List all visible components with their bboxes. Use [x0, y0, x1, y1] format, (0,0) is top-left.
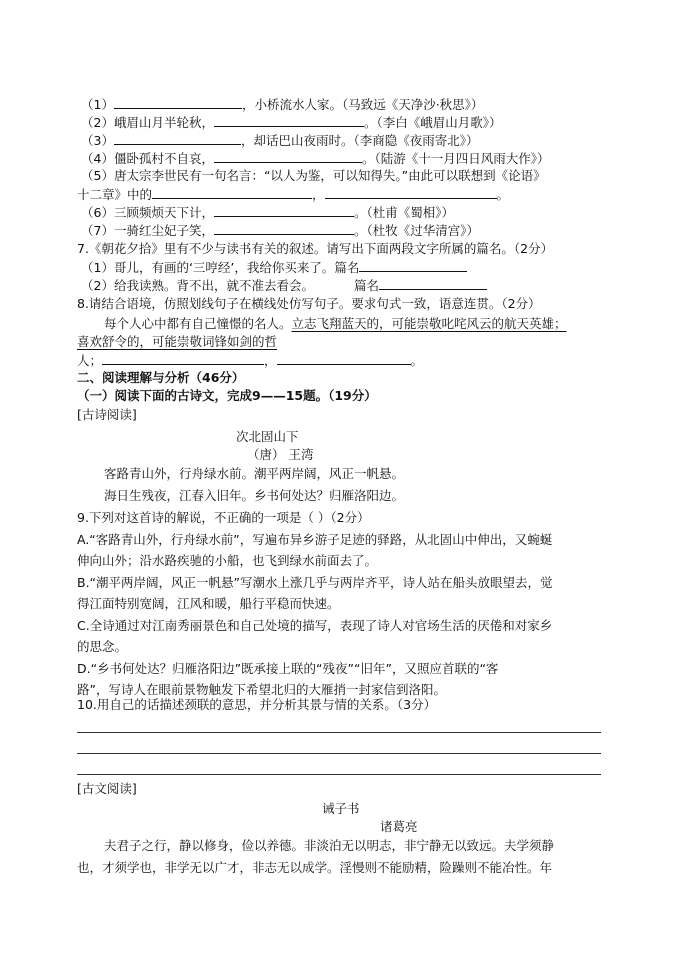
q9-option-b-1: B.“潮平两岸阔，风正一帆悬”写潮水上涨几乎与两岸齐平，诗人站在船头放眼望去，觉 [77, 575, 553, 590]
q8-stem: 8.请结合语境，仿照划线句子在横线处仿写句子。要求句式一致，语意连贯。（2分） [77, 296, 541, 311]
q6-line-2: （2）峨眉山月半轮秋， 。（李白《峨眉山月歌》） [81, 115, 502, 130]
answer-blank[interactable] [277, 351, 411, 365]
q9-option-c-1: C.全诗通过对江南秀丽景色和自己处境的描写，表现了诗人对官场生活的厌倦和对家乡 [77, 618, 553, 633]
poem-line-1: 客路青山外，行舟绿水前。潮平两岸阔，风正一帆悬。 [104, 466, 405, 481]
q9-option-c-2: 的思念。 [77, 639, 128, 654]
q6-line-6: （6）三顾频烦天下计， 。（杜甫《蜀相》） [81, 205, 454, 220]
q9-option-d-1: D.“乡书何处达？归雁洛阳边”既承接上联的“残夜”“旧年”，又照应首联的“客 [77, 661, 499, 676]
prose-line-1: 夫君子之行，静以修身，俭以养德。非淡泊无以明志，非宁静无以致远。夫学须静 [104, 838, 555, 853]
prose-title: 诫子书 [322, 801, 360, 816]
prose-tag: [古文阅读] [77, 781, 137, 796]
prose-line-2: 也，才须学也，非学无以广才，非志无以成学。淫慢则不能励精，险躁则不能冶性。年 [77, 860, 553, 875]
answer-line[interactable] [77, 753, 601, 754]
q9-option-b-2: 得江面特别宽阔，江风和暖，船行平稳而快速。 [77, 596, 340, 611]
q7-item-1: （1）哥儿，有画的‘三哼经’，我给你买来了。篇名 [81, 258, 688, 277]
q7-item-2: （2）给我读熟。背不出，就不准去看会。 篇名 [81, 276, 688, 295]
q6-line-1: （1） ，小桥流水人家。（马致远《天净沙·秋思》） [81, 97, 484, 112]
q8-passage-line-1: 每个人心中都有自己憧憬的名人。立志飞翔蓝天的，可能崇敬叱咤风云的航天英雄； [104, 316, 567, 331]
poem-author: （唐） 王湾 [247, 447, 314, 462]
q6-line-5b: 十二章》中的 ， 。 [77, 187, 510, 202]
answer-blank[interactable] [214, 113, 364, 127]
answer-blank[interactable] [114, 95, 242, 109]
q10-stem: 10.用自己的话描述颈联的意思，并分析其景与情的关系。（3分） [77, 697, 437, 712]
prose-author: 诸葛亮 [380, 819, 418, 834]
q6-line-3: （3） ，却话巴山夜雨时。（李商隐《夜雨寄北》） [81, 133, 479, 148]
answer-blank[interactable] [102, 351, 264, 365]
subsection-heading: （一）阅读下面的古诗文，完成9——15题。（19分） [77, 388, 377, 403]
answer-blank[interactable] [214, 221, 354, 235]
underlined-sentence-cont: 喜欢舒令的，可能崇敬词锋如剑的哲 [77, 334, 278, 349]
q6-line-4: （4）僵卧孤村不自哀， 。（陆游《十一月四日风雨大作》） [81, 151, 550, 166]
q9-option-d-2: 路”，写诗人在眼前景物触发下希望北归的大雁捎一封家信到洛阳。 [77, 682, 446, 697]
answer-blank[interactable] [214, 203, 354, 217]
poem-tag: [古诗阅读] [77, 407, 137, 422]
answer-line[interactable] [77, 774, 601, 775]
q6-line-5a: （5）唐太宗李世民有一句名言：“以人为鉴，可以知得失。”由此可以联想到《论语》 [81, 168, 546, 183]
poem-line-2: 海日生残夜，江春入旧年。乡书何处达？归雁洛阳边。 [104, 488, 405, 503]
q9-option-a-2: 伸向山外；沿水路疾驰的小船，也飞到绿水前面去了。 [77, 553, 378, 568]
q8-passage-line-2 [77, 333, 688, 351]
underlined-sentence: 立志飞翔蓝天的，可能崇敬叱咤风云的航天英雄； [291, 316, 567, 331]
answer-blank[interactable] [114, 131, 241, 145]
q6-line-7: （7）一骑红尘妃子笑， 。（杜牧《过华清宫》） [81, 223, 479, 238]
q8-passage-line-3: 人； ， 。 [77, 353, 424, 368]
poem-title: 次北固山下 [236, 429, 299, 444]
q9-stem: 9.下列对这首诗的解说，不正确的一项是（ ）（2分） [77, 510, 370, 525]
section-heading: 二、阅读理解与分析（46分） [77, 370, 245, 385]
answer-blank[interactable] [152, 185, 312, 199]
q7-stem: 7.《朝花夕拾》里有不少与读书有关的叙述。请写出下面两段文字所属的篇名。（2分） [77, 241, 554, 256]
answer-blank[interactable] [214, 149, 362, 163]
answer-blank[interactable] [359, 258, 467, 272]
q9-option-a-1: A.“客路青山外，行舟绿水前”，写遍布异乡游子足迹的驿路，从北固山中伸出，又蜿蜒 [77, 532, 553, 547]
answer-blank[interactable] [379, 276, 487, 290]
answer-blank[interactable] [325, 185, 497, 199]
answer-line[interactable] [77, 732, 601, 733]
